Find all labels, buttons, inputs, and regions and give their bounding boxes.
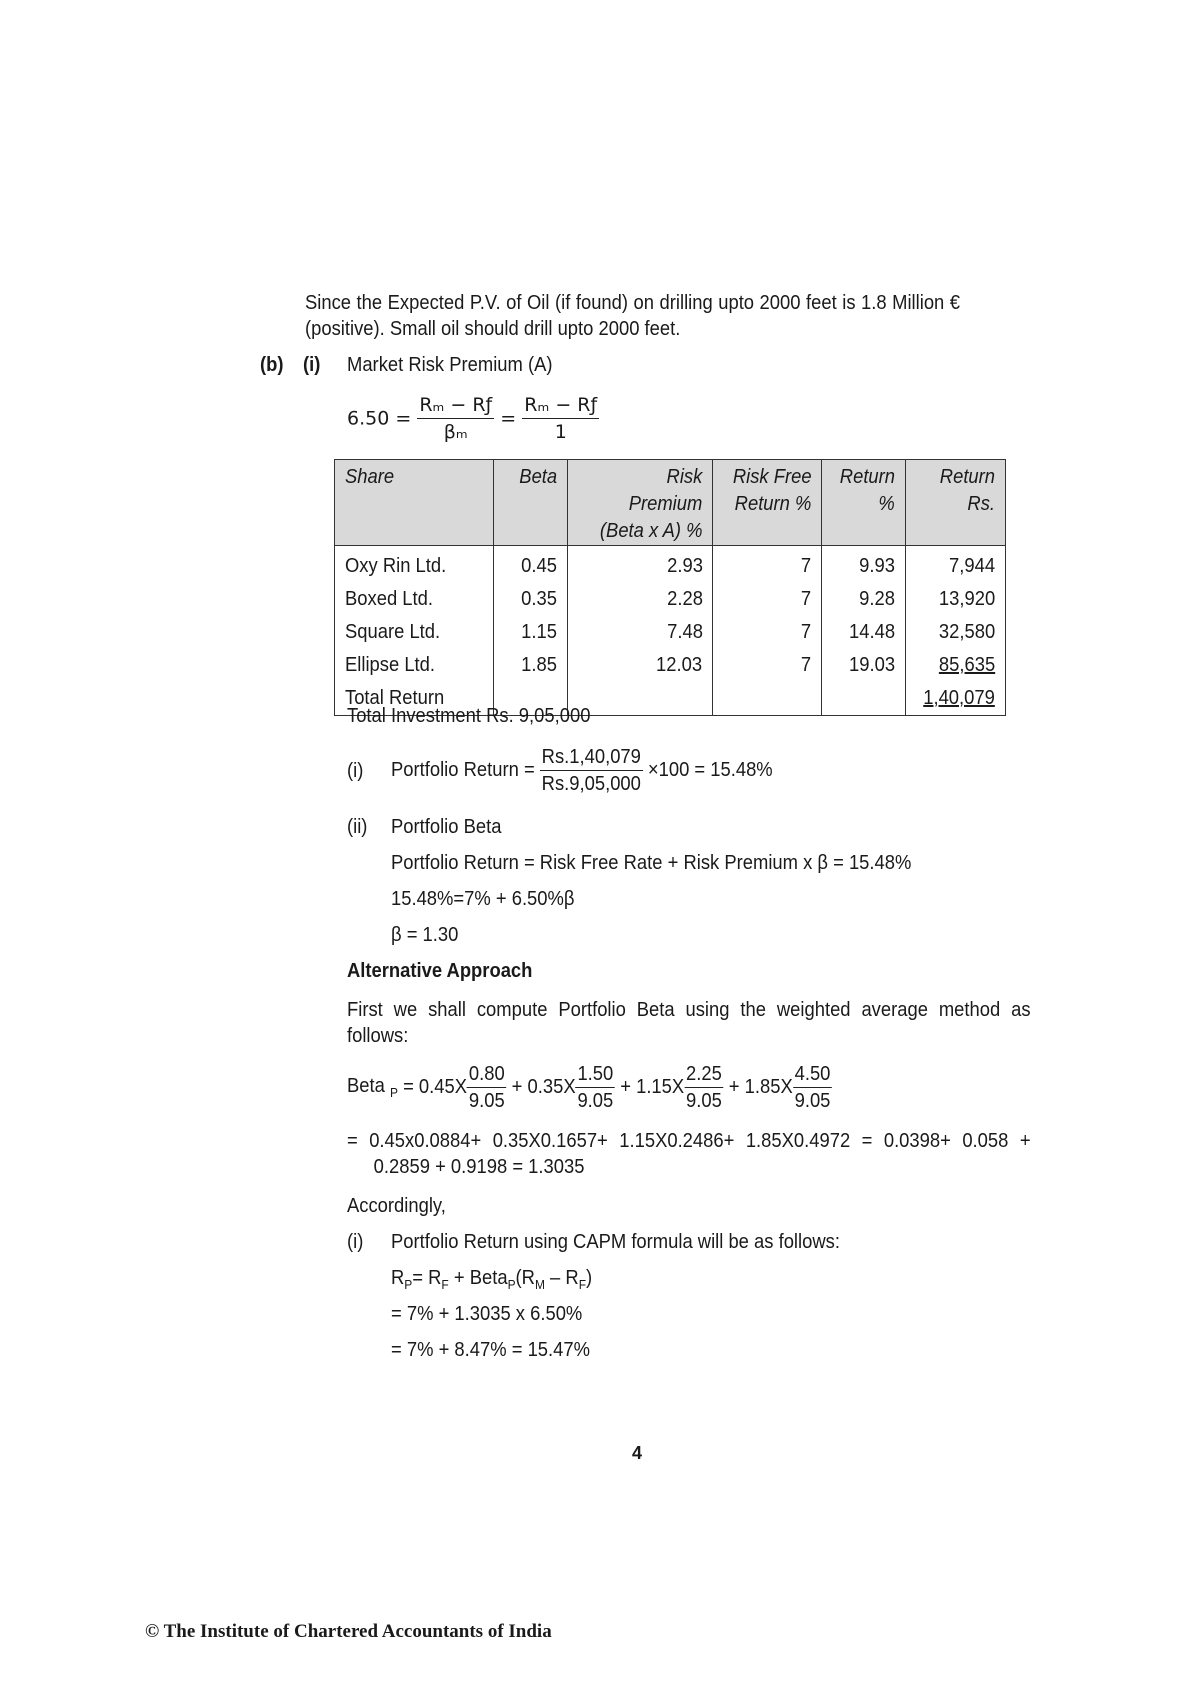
part-b-label: (b) (260, 354, 284, 376)
beta-fraction-1: $\frac{0.80}{9.05}$ (468, 1063, 505, 1112)
cell-risk-free: 7 (713, 649, 822, 682)
portfolio-beta-line-2: 15.48%=7% + 6.50%β (391, 888, 575, 910)
table-header-row (335, 460, 1006, 546)
accordingly: Accordingly, (347, 1195, 446, 1217)
header-share: Share (335, 460, 494, 546)
capm-formula: $R_P= R_F$ + $Beta_P(R_M - R_F)$ (391, 1267, 593, 1292)
table-row (335, 546, 1006, 584)
cell-beta: 1.15 (494, 616, 568, 649)
header-risk-free: Risk Free Return % (713, 460, 822, 546)
cell-risk-premium: 2.28 (568, 583, 713, 616)
cell-return-rs: 13,920 (906, 583, 1006, 616)
beta-p-prefix: Beta $_P$ (347, 1075, 398, 1100)
cell-risk-premium: 7.48 (568, 616, 713, 649)
cell-beta: 1.85 (494, 649, 568, 682)
cell-beta: 0.35 (494, 583, 568, 616)
cell-risk-free: 7 (713, 616, 822, 649)
cell-share: Total Return (335, 682, 494, 716)
cell-risk-free (713, 682, 822, 716)
cell-return-pct: 9.93 (822, 546, 906, 584)
cell-share: Boxed Ltd. (335, 583, 494, 616)
cell-risk-free: 7 (713, 546, 822, 584)
alternative-approach-heading: Alternative Approach (347, 960, 533, 982)
intro-paragraph (305, 290, 960, 342)
shares-table (334, 459, 1006, 716)
cell-share: Square Ltd. (335, 616, 494, 649)
beta-fraction-3: $\frac{2.25}{9.05}$ (686, 1063, 722, 1112)
beta-p-formula: Beta $_P$ = 0.45X $\frac{0.80}{9.05}$ + 0.35X $\frac{1.50}{9.05}$ + 1.15X $\frac{2.25}{9.05}$ + 1.85X $\frac{4.50}{9.05}$ (347, 1063, 831, 1112)
header-return-pct: Return % (822, 460, 906, 546)
mrp-fraction-1: $\frac{\text{Rₘ − Rƒ}}{\text{βₘ}}$ (419, 394, 493, 443)
part-b-i-label: (i) (303, 354, 321, 376)
cell-return-pct: 19.03 (822, 649, 906, 682)
cell-return-rs: 7,944 (906, 546, 1006, 584)
cell-return-pct (822, 682, 906, 716)
portfolio-beta-line-1: Portfolio Return = Risk Free Rate + Risk Premium x β = 15.48% (391, 852, 912, 874)
beta-fraction-4: $\frac{4.50}{9.05}$ (794, 1063, 831, 1112)
cell-return-pct: 9.28 (822, 583, 906, 616)
cell-return-rs: 32,580 (906, 616, 1006, 649)
header-risk-premium: Risk Premium (Beta x A) % (568, 460, 713, 546)
capm-heading: Portfolio Return using CAPM formula will be as follows: (391, 1231, 840, 1253)
mrp-eq: = (500, 407, 517, 430)
market-risk-premium-heading: Market Risk Premium (A) (347, 354, 553, 376)
beta-calculation: = 0.45x0.0884+ 0.35X0.1657+ 1.15X0.2486+ 1.85X0.4972 = 0.0398+ 0.058 + 0.2859 + 0.9198 = 1.3035 (347, 1130, 1031, 1178)
portfolio-return-fraction: $\frac{Rs.1,40,079}{Rs.9,05,000}$ (541, 746, 641, 795)
mrp-formula (347, 392, 599, 445)
mrp-lhs: 6.50 = (347, 407, 412, 430)
portfolio-beta-line-3: β = 1.30 (391, 924, 459, 946)
mrp-fraction-2: $\frac{\text{Rₘ − Rƒ}}{1}$ (524, 394, 598, 443)
cell-return-rs: 1,40,079 (906, 682, 1006, 716)
cell-risk-free: 7 (713, 583, 822, 616)
cell-risk-premium: 12.03 (568, 649, 713, 682)
portfolio-beta-label: (ii) (347, 816, 368, 838)
capm-line-2: = 7% + 1.3035 x 6.50% (391, 1303, 583, 1325)
table-row (335, 649, 1006, 682)
portfolio-return-label: (i) (347, 760, 364, 782)
intro-line-2: (positive). Small oil should drill upto 2000 feet. (305, 318, 681, 340)
portfolio-beta-heading: Portfolio Beta (391, 816, 502, 838)
header-beta: Beta (494, 460, 568, 546)
table-row (335, 583, 1006, 616)
alternative-approach-paragraph: First we shall compute Portfolio Beta using the weighted average method as follows: (347, 999, 1031, 1047)
capm-line-3: = 7% + 8.47% = 15.47% (391, 1339, 590, 1361)
cell-share: Oxy Rin Ltd. (335, 546, 494, 584)
cell-beta: 0.45 (494, 546, 568, 584)
portfolio-return-formula: Portfolio Return = $\frac{Rs.1,40,079}{Rs.9,05,000}$ ×100 = 15.48% (391, 746, 773, 795)
total-investment: Total Investment Rs. 9,05,000 (347, 705, 591, 727)
cell-share: Ellipse Ltd. (335, 649, 494, 682)
footer-copyright: © The Institute of Chartered Accountants of India (145, 1621, 552, 1642)
cell-risk-premium: 2.93 (568, 546, 713, 584)
table-row (335, 616, 1006, 649)
intro-line-1: Since the Expected P.V. of Oil (if found) on drilling upto 2000 feet is 1.8 Million € (305, 292, 961, 314)
capm-label: (i) (347, 1231, 364, 1253)
header-return-rs: Return Rs. (906, 460, 1006, 546)
cell-return-rs: 85,635 (906, 649, 1006, 682)
cell-return-pct: 14.48 (822, 616, 906, 649)
page-number: 4 (632, 1443, 643, 1463)
beta-fraction-2: $\frac{1.50}{9.05}$ (577, 1063, 614, 1112)
